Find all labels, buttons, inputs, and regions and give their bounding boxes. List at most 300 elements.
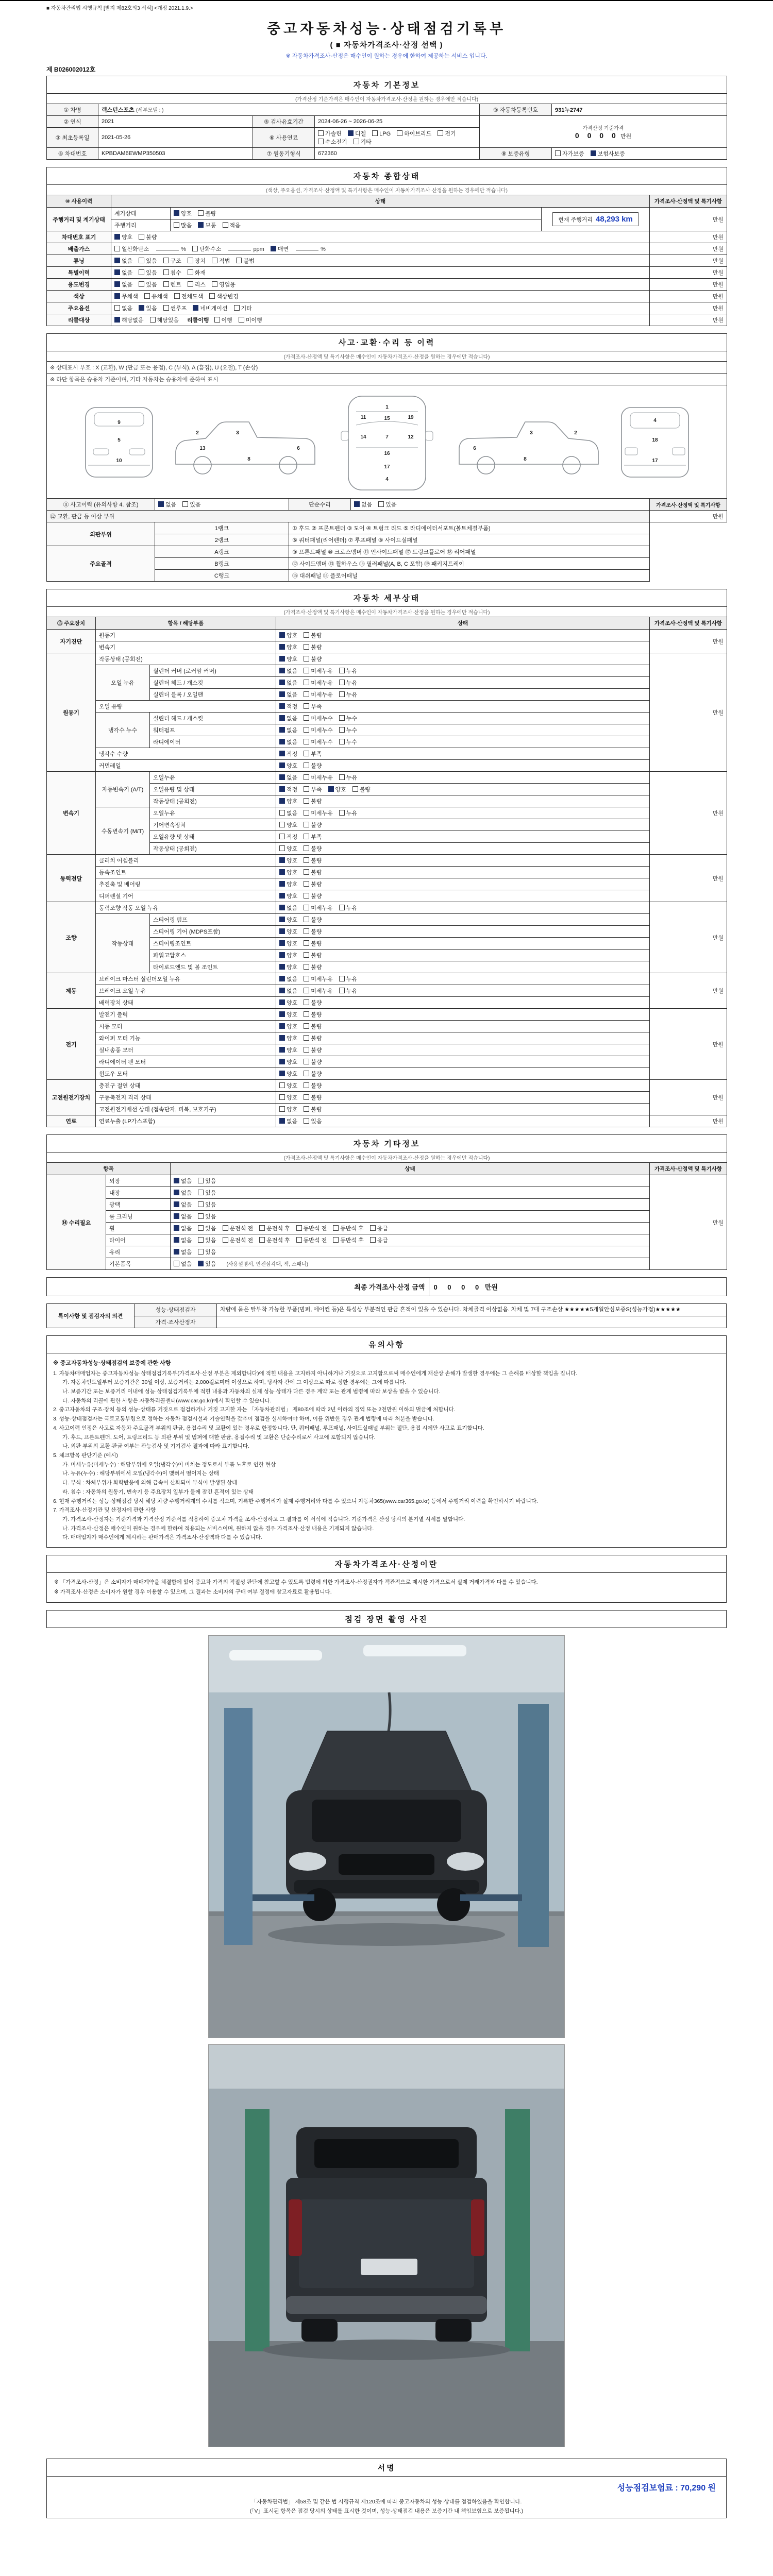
checkbox-양호[interactable] bbox=[279, 1011, 285, 1017]
checkbox-없음[interactable] bbox=[279, 905, 285, 910]
checkbox-미세누유[interactable] bbox=[304, 988, 309, 993]
checkbox-누유[interactable] bbox=[339, 988, 345, 993]
checkbox-전체도색[interactable] bbox=[174, 293, 180, 299]
checkbox-동반석 전[interactable] bbox=[296, 1225, 302, 1231]
checkbox-장치[interactable] bbox=[188, 258, 193, 263]
checkbox-label: 불량 bbox=[311, 1059, 322, 1065]
checkbox-디젤[interactable] bbox=[348, 130, 354, 136]
checkbox-동반석 후[interactable] bbox=[333, 1225, 339, 1231]
state-mid-label: 리콜이행 bbox=[187, 317, 209, 324]
checkbox-미세누유[interactable] bbox=[304, 976, 309, 981]
checkbox-누유[interactable] bbox=[339, 668, 345, 673]
span bbox=[279, 643, 297, 651]
checkbox-미세누유[interactable] bbox=[304, 691, 309, 697]
checkbox-없음[interactable] bbox=[174, 1201, 179, 1207]
checkbox-label: 렌트 bbox=[170, 282, 181, 288]
checkbox-있음[interactable] bbox=[139, 305, 144, 311]
checkbox-있음[interactable] bbox=[198, 1213, 204, 1219]
checkbox-하이브리드[interactable] bbox=[397, 130, 402, 136]
rect bbox=[471, 2199, 484, 2256]
diagram-part-number: 18 bbox=[651, 437, 658, 443]
checkbox-부족[interactable] bbox=[304, 834, 309, 839]
diagram-part-number: 7 bbox=[385, 434, 389, 440]
checkbox-label: 불량 bbox=[311, 964, 322, 971]
checkbox-group bbox=[214, 317, 268, 324]
checkbox-기타[interactable] bbox=[354, 139, 359, 144]
div bbox=[483, 131, 724, 140]
checkbox-없음[interactable] bbox=[158, 501, 164, 507]
checkbox-불량[interactable] bbox=[304, 845, 309, 851]
span: ppm bbox=[253, 246, 264, 252]
span bbox=[174, 221, 192, 229]
checkbox-없음[interactable] bbox=[174, 1261, 179, 1266]
checkbox-불량[interactable] bbox=[304, 1011, 309, 1017]
checkbox-양호[interactable] bbox=[279, 1106, 285, 1112]
checkbox-구조[interactable] bbox=[163, 258, 169, 263]
checkbox-미세누유[interactable] bbox=[304, 774, 309, 780]
checkbox-없음[interactable] bbox=[279, 715, 285, 721]
rect bbox=[209, 2045, 564, 2089]
diagram-part-number: 12 bbox=[407, 434, 414, 440]
checkbox-미세누유[interactable] bbox=[304, 668, 309, 673]
checkbox-누수[interactable] bbox=[339, 715, 345, 721]
checkbox-양호[interactable] bbox=[279, 1047, 285, 1053]
notice-item: 나. 가격조사·산정은 매수인이 원하는 경우에 한하여 적용되는 서비스이며, 원하지 않을 경우 가격조사·산정 내용은 기재되지 않습니다. bbox=[62, 1525, 374, 1532]
state-cell bbox=[171, 1211, 650, 1223]
checkbox-불량[interactable] bbox=[304, 964, 309, 970]
checkbox-불량[interactable] bbox=[304, 1106, 309, 1112]
checkbox-label: 불량 bbox=[311, 822, 322, 828]
checkbox-불량[interactable] bbox=[304, 857, 309, 863]
checkbox-불량[interactable] bbox=[304, 940, 309, 946]
checkbox-label: 양호 bbox=[287, 917, 298, 923]
checkbox-label: 있음 bbox=[205, 1238, 216, 1244]
checkbox-불량[interactable] bbox=[304, 869, 309, 875]
checkbox-양호[interactable] bbox=[279, 1094, 285, 1100]
checkbox-양호[interactable] bbox=[279, 964, 285, 970]
span: 성능점검보험료 : bbox=[617, 2483, 678, 2493]
checkbox-불량[interactable] bbox=[304, 822, 309, 827]
checkbox-불량[interactable] bbox=[304, 1059, 309, 1064]
checkbox-양호[interactable] bbox=[279, 1035, 285, 1041]
span bbox=[223, 1236, 254, 1244]
checkbox-label: 불량 bbox=[311, 870, 322, 876]
checkbox-영업용[interactable] bbox=[212, 281, 217, 287]
checkbox-label: 불량 bbox=[311, 858, 322, 864]
checkbox-있음[interactable] bbox=[378, 501, 384, 507]
checkbox-group bbox=[174, 294, 245, 300]
span bbox=[158, 500, 176, 509]
span bbox=[279, 939, 297, 947]
checkbox-양호[interactable] bbox=[279, 917, 285, 922]
span bbox=[209, 292, 239, 300]
checkbox-적음[interactable] bbox=[223, 222, 228, 228]
checkbox-이행[interactable] bbox=[214, 317, 220, 323]
checkbox-label: 유채색 bbox=[151, 294, 168, 300]
checkbox-없음[interactable] bbox=[279, 727, 285, 733]
tr bbox=[47, 279, 727, 291]
checkbox-있음[interactable] bbox=[198, 1237, 204, 1243]
checkbox-침수[interactable] bbox=[163, 269, 169, 275]
checkbox-불량[interactable] bbox=[304, 632, 309, 638]
checkbox-불량[interactable] bbox=[304, 999, 309, 1005]
checkbox-양호[interactable] bbox=[279, 999, 285, 1005]
span bbox=[304, 773, 333, 782]
checkbox-양호[interactable] bbox=[279, 881, 285, 887]
checkbox-많음[interactable] bbox=[174, 222, 179, 228]
span bbox=[304, 761, 322, 770]
checkbox-group bbox=[279, 1118, 328, 1125]
checkbox-불량[interactable] bbox=[304, 881, 309, 887]
item-label: 유리 bbox=[106, 1246, 171, 1258]
item-label: 작동상태 (공회전) bbox=[150, 843, 276, 855]
path bbox=[176, 422, 315, 464]
opinion-header: 특이사항 및 점검자의 의견 bbox=[47, 1304, 135, 1328]
state-cell bbox=[276, 701, 650, 713]
checkbox-없음[interactable] bbox=[354, 501, 360, 507]
checkbox-label: 운전석 전 bbox=[229, 1238, 254, 1244]
span bbox=[339, 809, 357, 817]
checkbox-미세누유[interactable] bbox=[304, 810, 309, 816]
part-group-label: 외판부위 bbox=[47, 522, 155, 546]
tr bbox=[47, 267, 727, 279]
checkbox-미세누유[interactable] bbox=[304, 905, 309, 910]
checkbox-label: 적정 bbox=[287, 751, 298, 757]
span bbox=[279, 833, 297, 841]
span bbox=[279, 821, 297, 829]
rect bbox=[245, 2109, 270, 2351]
group-label: 차대번호 표기 bbox=[47, 231, 111, 243]
pricing-info-line: ※ 「가격조사·산정」은 소비자가 매매계약을 체결함에 있어 중고차 가격의 적절성 판단에 참고할 수 있도록 법령에 의한 가격조사·산정권자가 객관적으로 제시한 가격으로서 실제 거래가격과 다를 수 있습니다. bbox=[54, 1579, 538, 1586]
checkbox-있음[interactable] bbox=[198, 1201, 204, 1207]
checkbox-없음[interactable] bbox=[279, 988, 285, 993]
checkbox-누수[interactable] bbox=[339, 739, 345, 744]
checkbox-양호[interactable] bbox=[279, 644, 285, 650]
checkbox-있음[interactable] bbox=[198, 1261, 204, 1266]
checkbox-보통[interactable] bbox=[198, 222, 204, 228]
checkbox-일산화탄소[interactable] bbox=[114, 246, 120, 251]
state-cell bbox=[171, 1199, 650, 1211]
checkbox-운전석 후[interactable] bbox=[259, 1225, 265, 1231]
checkbox-유채색[interactable] bbox=[144, 293, 150, 299]
tr bbox=[47, 1009, 727, 1021]
checkbox-label: 없음 bbox=[287, 727, 298, 734]
checkbox-색상변경[interactable] bbox=[209, 293, 215, 299]
checkbox-불량[interactable] bbox=[304, 917, 309, 922]
checkbox-탄화수소[interactable] bbox=[192, 246, 198, 251]
span bbox=[163, 257, 181, 265]
checkbox-없음[interactable] bbox=[279, 739, 285, 744]
span bbox=[188, 257, 206, 265]
checkbox-불량[interactable] bbox=[304, 1047, 309, 1053]
checkbox-불법[interactable] bbox=[236, 258, 242, 263]
checkbox-화재[interactable] bbox=[188, 269, 193, 275]
checkbox-없음[interactable] bbox=[174, 1249, 179, 1255]
checkbox-label: 불량 bbox=[311, 917, 322, 923]
checkbox-부족[interactable] bbox=[304, 751, 309, 756]
notice-item: 나. 외판 부위의 교환·판금 여부는 관능검사 및 기기검사 결과에 따라 표기합니다. bbox=[62, 1443, 250, 1450]
checkbox-보험사보증[interactable] bbox=[591, 150, 596, 156]
checkbox-적정[interactable] bbox=[279, 703, 285, 709]
checkbox-label: 미세누유 bbox=[311, 976, 333, 982]
state-cell bbox=[276, 1021, 650, 1032]
checkbox-적정[interactable] bbox=[279, 786, 285, 792]
checkbox-있음[interactable] bbox=[198, 1190, 204, 1195]
checkbox-있음[interactable] bbox=[198, 1178, 204, 1183]
checkbox-리스[interactable] bbox=[188, 281, 193, 287]
checkbox-양호[interactable] bbox=[279, 656, 285, 662]
span bbox=[271, 245, 326, 253]
checkbox-적정[interactable] bbox=[279, 834, 285, 839]
state-cell bbox=[276, 677, 650, 689]
checkbox-불량[interactable] bbox=[304, 644, 309, 650]
checkbox-운전석 전[interactable] bbox=[223, 1237, 228, 1243]
checkbox-없음[interactable] bbox=[279, 680, 285, 685]
checkbox-기타[interactable] bbox=[234, 305, 240, 311]
checkbox-해당있음[interactable] bbox=[150, 317, 156, 323]
checkbox-group bbox=[279, 905, 363, 911]
checkbox-미세누수[interactable] bbox=[304, 739, 309, 744]
checkbox-양호[interactable] bbox=[279, 1023, 285, 1029]
checkbox-label: 없음 bbox=[181, 1226, 192, 1232]
checkbox-없음[interactable] bbox=[279, 810, 285, 816]
rect bbox=[518, 1704, 549, 1947]
checkbox-불량[interactable] bbox=[304, 656, 309, 662]
checkbox-양호[interactable] bbox=[279, 869, 285, 875]
checkbox-있음[interactable] bbox=[304, 1118, 309, 1124]
col-misc-price: 가격조사·산정액 및 특기사항 bbox=[650, 1163, 727, 1175]
checkbox-양호[interactable] bbox=[279, 845, 285, 851]
checkbox-자가보증[interactable] bbox=[555, 150, 561, 156]
checkbox-미이행[interactable] bbox=[239, 317, 244, 323]
checkbox-없음[interactable] bbox=[279, 1118, 285, 1124]
checkbox-미세누유[interactable] bbox=[304, 680, 309, 685]
price-cell: 만원 bbox=[650, 1115, 727, 1127]
tr bbox=[47, 1316, 727, 1328]
checkbox-양호[interactable] bbox=[279, 762, 285, 768]
checkbox-양호[interactable] bbox=[279, 893, 285, 899]
vehicle-name-label: ① 차명 bbox=[47, 104, 98, 116]
checkbox-미세누수[interactable] bbox=[304, 727, 309, 733]
checkbox-양호[interactable] bbox=[279, 940, 285, 946]
checkbox-불량[interactable] bbox=[304, 928, 309, 934]
final-price-table bbox=[46, 1277, 727, 1296]
checkbox-양호[interactable] bbox=[279, 857, 285, 863]
checkbox-불량[interactable] bbox=[304, 1082, 309, 1088]
checkbox-있음[interactable] bbox=[139, 281, 144, 287]
checkbox-누유[interactable] bbox=[339, 691, 345, 697]
checkbox-썬루프[interactable] bbox=[163, 305, 169, 311]
checkbox-없음[interactable] bbox=[279, 774, 285, 780]
span bbox=[304, 904, 333, 912]
checkbox-적정[interactable] bbox=[279, 751, 285, 756]
checkbox-있음[interactable] bbox=[198, 1249, 204, 1255]
checkbox-label: 있음 bbox=[146, 270, 157, 276]
section-title-photos: 점검 장면 촬영 사진 bbox=[47, 1610, 727, 1628]
checkbox-누유[interactable] bbox=[339, 976, 345, 981]
checkbox-불량[interactable] bbox=[304, 1023, 309, 1029]
checkbox-있음[interactable] bbox=[182, 501, 188, 507]
span bbox=[304, 1010, 322, 1019]
item-label: 라디에이터 bbox=[150, 736, 276, 748]
vehicle-name-value bbox=[98, 104, 480, 116]
state-cell bbox=[276, 1044, 650, 1056]
span bbox=[279, 904, 297, 912]
checkbox-누유[interactable] bbox=[339, 774, 345, 780]
checkbox-동반석 전[interactable] bbox=[296, 1237, 302, 1243]
checkbox-없음[interactable] bbox=[279, 668, 285, 673]
span bbox=[304, 738, 333, 746]
checkbox-매연[interactable] bbox=[271, 246, 276, 251]
checkbox-부족[interactable] bbox=[304, 703, 309, 709]
checkbox-없음[interactable] bbox=[174, 1178, 179, 1183]
span bbox=[279, 679, 297, 687]
checkbox-수소전기[interactable] bbox=[318, 139, 324, 144]
checkbox-group bbox=[354, 502, 403, 508]
checkbox-없음[interactable] bbox=[114, 269, 120, 275]
checkbox-누유[interactable] bbox=[339, 810, 345, 816]
checkbox-운전석 후[interactable] bbox=[259, 1237, 265, 1243]
span bbox=[304, 1081, 322, 1090]
span bbox=[279, 797, 297, 805]
checkbox-있음[interactable] bbox=[198, 1225, 204, 1231]
tbody bbox=[47, 1278, 727, 1296]
checkbox-누유[interactable] bbox=[339, 680, 345, 685]
checkbox-응급[interactable] bbox=[370, 1237, 376, 1243]
item-label: 등속조인트 bbox=[96, 867, 276, 878]
checkbox-누유[interactable] bbox=[339, 905, 345, 910]
checkbox-없음[interactable] bbox=[174, 1225, 179, 1231]
checkbox-렌트[interactable] bbox=[163, 281, 169, 287]
checkbox-group bbox=[279, 787, 328, 793]
tr bbox=[47, 1353, 727, 1548]
checkbox-있음[interactable] bbox=[139, 258, 144, 263]
section-title-misc: 자동차 기타정보 bbox=[47, 1135, 727, 1153]
checkbox-누수[interactable] bbox=[339, 727, 345, 733]
checkbox-LPG[interactable] bbox=[372, 130, 378, 136]
checkbox-불량[interactable] bbox=[304, 1094, 309, 1100]
checkbox-불량[interactable] bbox=[352, 786, 358, 792]
notice-item: 1. 자동차매매업자는 중고자동차성능·상태점검기록부(가격조사·산정 부분은 제외합니다)에 적힌 내용을 고지하지 아니하거나 거짓으로 고지함으로써 매수인에게 재산상 손해가 발생한 경우에는 그 손해를 배상할 책임을 집니다. bbox=[53, 1370, 578, 1377]
checkbox-없음[interactable] bbox=[174, 1237, 179, 1243]
checkbox-불량[interactable] bbox=[304, 798, 309, 804]
rank-parts: ⑫ 사이드멤버 ⑬ 휠하우스 ⑭ 필러패널(A, B, C 포함) ⑲ 패키지트레이 bbox=[289, 558, 650, 570]
checkbox-없음[interactable] bbox=[114, 281, 120, 287]
tr bbox=[47, 1135, 727, 1153]
checkbox-양호[interactable] bbox=[328, 786, 334, 792]
checkbox-group bbox=[114, 282, 163, 288]
tr bbox=[47, 362, 727, 374]
checkbox-불량[interactable] bbox=[304, 893, 309, 899]
inspection-period-label: ⑤ 검사유효기간 bbox=[253, 116, 315, 128]
regulation-note: ■ 자동차관리법 시행규칙 [별지 제82호의3 서식] <개정 2021.1.9.> bbox=[46, 6, 193, 11]
checkbox-미세누수[interactable] bbox=[304, 715, 309, 721]
checkbox-없음[interactable] bbox=[174, 1213, 179, 1219]
vin-value: KPBDAM6EWMP350503 bbox=[98, 148, 253, 160]
checkbox-가솔린[interactable] bbox=[318, 130, 324, 136]
checkbox-group bbox=[114, 294, 174, 300]
checkbox-불량[interactable] bbox=[304, 952, 309, 958]
checkbox-적법[interactable] bbox=[212, 258, 217, 263]
item-label: 작동상태 (공회전) bbox=[150, 795, 276, 807]
tr bbox=[47, 760, 727, 772]
span bbox=[114, 257, 132, 265]
span bbox=[304, 1034, 322, 1042]
accident-price-cell: 만원 bbox=[650, 511, 727, 522]
checkbox-양호[interactable] bbox=[279, 1082, 285, 1088]
item-label: 룸 크리닝 bbox=[106, 1211, 171, 1223]
sub-group-label: 작동상태 bbox=[96, 914, 150, 973]
rect bbox=[312, 1800, 461, 1842]
checkbox-label: 가솔린 bbox=[325, 131, 342, 137]
checkbox-양호[interactable] bbox=[279, 632, 285, 638]
checkbox-label: 누수 bbox=[346, 727, 358, 734]
notice-item: 4. 사고이력 인정은 사고로 자동차 주요골격 부위의 판금, 용접수리 및 교환이 있는 경우로 한정합니다. 단, 쿼터패널, 루프패널, 사이드실패널 부위는 절단, 용접 시에만 사고로 표기합니다. bbox=[53, 1425, 484, 1431]
tr bbox=[47, 195, 727, 208]
checkbox-없음[interactable] bbox=[279, 976, 285, 981]
checkbox-없음[interactable] bbox=[114, 305, 120, 311]
checkbox-불량[interactable] bbox=[304, 1035, 309, 1041]
checkbox-group bbox=[279, 1012, 328, 1018]
checkbox-부족[interactable] bbox=[304, 786, 309, 792]
checkbox-group bbox=[163, 282, 242, 288]
span bbox=[174, 1200, 192, 1209]
checkbox-전기[interactable] bbox=[438, 130, 443, 136]
group-label: 배출가스 bbox=[47, 243, 111, 255]
checkbox-양호[interactable] bbox=[174, 210, 179, 216]
tr bbox=[47, 997, 727, 1009]
simple-repair-options bbox=[351, 499, 650, 511]
span bbox=[279, 631, 297, 639]
checkbox-응급[interactable] bbox=[370, 1225, 376, 1231]
checkbox-무채색[interactable] bbox=[114, 293, 120, 299]
checkbox-양호[interactable] bbox=[279, 798, 285, 804]
checkbox-label: 기타 bbox=[360, 139, 372, 145]
checkbox-해당없음[interactable] bbox=[114, 317, 120, 323]
checkbox-label: 있음 bbox=[205, 1202, 216, 1208]
checkbox-없음[interactable] bbox=[174, 1190, 179, 1195]
span bbox=[304, 797, 322, 805]
checkbox-group bbox=[279, 668, 363, 674]
checkbox-네비게이션[interactable] bbox=[193, 305, 198, 311]
checkbox-양호[interactable] bbox=[279, 928, 285, 934]
span bbox=[212, 257, 230, 265]
checkbox-없음[interactable] bbox=[279, 691, 285, 697]
checkbox-label: 양호 bbox=[287, 858, 298, 864]
span bbox=[279, 1081, 297, 1090]
checkbox-label: 불량 bbox=[311, 893, 322, 900]
checkbox-있음[interactable] bbox=[139, 269, 144, 275]
checkbox-양호[interactable] bbox=[279, 1071, 285, 1076]
checkbox-group bbox=[279, 1083, 328, 1089]
checkbox-운전석 전[interactable] bbox=[223, 1225, 228, 1231]
checkbox-동반석 후[interactable] bbox=[333, 1237, 339, 1243]
simple-repair-label: 단순수리 bbox=[289, 499, 351, 511]
checkbox-불량[interactable] bbox=[139, 234, 144, 240]
checkbox-label: 없음 bbox=[181, 1238, 192, 1244]
checkbox-label: 디젤 bbox=[355, 131, 366, 137]
checkbox-불량[interactable] bbox=[304, 1071, 309, 1076]
checkbox-양호[interactable] bbox=[279, 952, 285, 958]
checkbox-없음[interactable] bbox=[114, 258, 120, 263]
checkbox-양호[interactable] bbox=[114, 234, 120, 240]
checkbox-불량[interactable] bbox=[198, 210, 204, 216]
tr bbox=[47, 1211, 727, 1223]
circle bbox=[303, 1888, 336, 1921]
checkbox-양호[interactable] bbox=[279, 822, 285, 827]
checkbox-양호[interactable] bbox=[279, 1059, 285, 1064]
checkbox-불량[interactable] bbox=[304, 762, 309, 768]
